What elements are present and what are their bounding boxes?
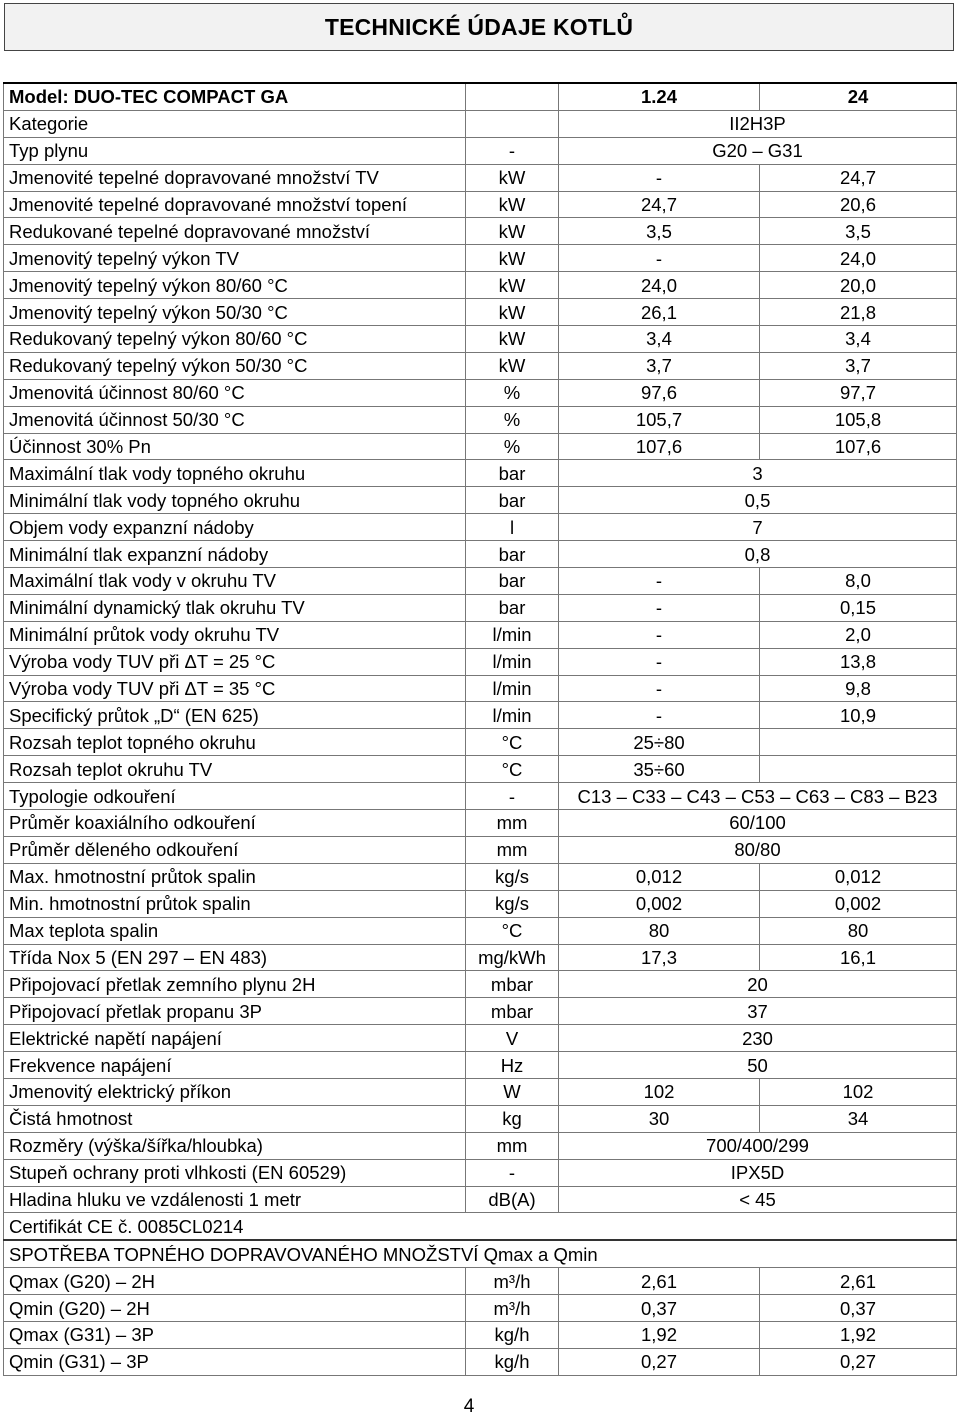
parameter-name: Redukované tepelné dopravované množství — [4, 218, 466, 245]
row-full-text: Certifikát CE č. 0085CL0214 — [4, 1213, 957, 1240]
parameter-name: Jmenovitá účinnost 80/60 °C — [4, 379, 466, 406]
parameter-name: Redukovaný tepelný výkon 50/30 °C — [4, 352, 466, 379]
technical-data-table — [3, 82, 957, 1376]
table-row — [4, 1052, 957, 1079]
table-row — [4, 1213, 957, 1240]
value-model-24 — [760, 756, 957, 783]
page-number: 4 — [463, 1396, 475, 1417]
value-model-24: 24,0 — [760, 245, 957, 272]
table-row — [4, 1105, 957, 1132]
parameter-unit: l/min — [466, 621, 559, 648]
parameter-name: Minimální tlak vody topného okruhu — [4, 487, 466, 514]
value-model-1-24: 3,5 — [559, 218, 760, 245]
parameter-name: Maximální tlak vody v okruhu TV — [4, 568, 466, 595]
parameter-name: Qmin (G20) – 2H — [4, 1295, 466, 1322]
value-model-24: 2,61 — [760, 1268, 957, 1295]
parameter-name: Výroba vody TUV při ΔT = 25 °C — [4, 648, 466, 675]
parameter-name: Hladina hluku ve vzdálenosti 1 metr — [4, 1186, 466, 1213]
table-row — [4, 810, 957, 837]
table-row — [4, 164, 957, 191]
parameter-name: Qmax (G31) – 3P — [4, 1321, 466, 1348]
parameter-unit: bar — [466, 487, 559, 514]
page-title: TECHNICKÉ ÚDAJE KOTLŮ — [324, 13, 634, 40]
parameter-unit: °C — [466, 756, 559, 783]
value-model-1-24: 3,4 — [559, 326, 760, 353]
parameter-name: Qmax (G20) – 2H — [4, 1268, 466, 1295]
value-shared: 80/80 — [559, 836, 957, 863]
value-model-1-24: - — [559, 621, 760, 648]
parameter-unit: m³/h — [466, 1268, 559, 1295]
table-row — [4, 514, 957, 541]
value-model-24: 9,8 — [760, 675, 957, 702]
value-shared: 20 — [559, 971, 957, 998]
value-model-1-24: - — [559, 245, 760, 272]
parameter-name: Průměr děleného odkouření — [4, 836, 466, 863]
parameter-name: Jmenovitý elektrický příkon — [4, 1078, 466, 1105]
parameter-unit: kW — [466, 245, 559, 272]
value-shared: G20 – G31 — [559, 137, 957, 164]
table-row — [4, 1348, 957, 1375]
value-model-24: 16,1 — [760, 944, 957, 971]
value-model-24: 105,8 — [760, 406, 957, 433]
parameter-unit: mm — [466, 1132, 559, 1159]
table-row — [4, 406, 957, 433]
table-row — [4, 299, 957, 326]
table-row — [4, 863, 957, 890]
table-row — [4, 756, 957, 783]
parameter-unit: bar — [466, 594, 559, 621]
technical-data-table-body — [4, 83, 957, 1375]
value-model-24: 107,6 — [760, 433, 957, 460]
parameter-unit: mbar — [466, 971, 559, 998]
parameter-name: Max. hmotnostní průtok spalin — [4, 863, 466, 890]
parameter-name: Rozsah teplot okruhu TV — [4, 756, 466, 783]
value-model-24: 20,0 — [760, 272, 957, 299]
table-row — [4, 245, 957, 272]
value-model-24: 0,37 — [760, 1295, 957, 1322]
table-row — [4, 1321, 957, 1348]
value-model-24: 20,6 — [760, 191, 957, 218]
value-model-24: 1,92 — [760, 1321, 957, 1348]
value-shared: II2H3P — [559, 110, 957, 137]
value-shared: < 45 — [559, 1186, 957, 1213]
value-model-24: 8,0 — [760, 568, 957, 595]
value-model-1-24: 107,6 — [559, 433, 760, 460]
value-shared: 37 — [559, 998, 957, 1025]
value-model-1-24: 0,37 — [559, 1295, 760, 1322]
value-model-24: 0,27 — [760, 1348, 957, 1375]
parameter-name: Jmenovitá účinnost 50/30 °C — [4, 406, 466, 433]
value-model-24: 10,9 — [760, 702, 957, 729]
value-shared: 230 — [559, 1025, 957, 1052]
table-row — [4, 1186, 957, 1213]
parameter-name: Kategorie — [4, 110, 466, 137]
parameter-name: Elektrické napětí napájení — [4, 1025, 466, 1052]
parameter-name: Qmin (G31) – 3P — [4, 1348, 466, 1375]
parameter-unit: kg — [466, 1105, 559, 1132]
parameter-name: Jmenovitý tepelný výkon TV — [4, 245, 466, 272]
value-model-24 — [760, 729, 957, 756]
parameter-unit: l/min — [466, 648, 559, 675]
parameter-unit: % — [466, 433, 559, 460]
table-row — [4, 1268, 957, 1295]
value-model-24: 2,0 — [760, 621, 957, 648]
table-row — [4, 1025, 957, 1052]
value-model-24: 102 — [760, 1078, 957, 1105]
value-shared: C13 – C33 – C43 – C53 – C63 – C83 – B23 — [559, 783, 957, 810]
table-row — [4, 218, 957, 245]
value-model-1-24: 0,002 — [559, 890, 760, 917]
value-model-24: 80 — [760, 917, 957, 944]
table-row — [4, 971, 957, 998]
value-model-24: 0,002 — [760, 890, 957, 917]
value-model-1-24: 97,6 — [559, 379, 760, 406]
table-row — [4, 568, 957, 595]
value-model-24: 3,4 — [760, 326, 957, 353]
table-row — [4, 379, 957, 406]
parameter-unit: kW — [466, 218, 559, 245]
parameter-unit: V — [466, 1025, 559, 1052]
table-row — [4, 783, 957, 810]
table-row — [4, 675, 957, 702]
value-shared: 3 — [559, 460, 957, 487]
parameter-unit: l/min — [466, 675, 559, 702]
parameter-name: Rozměry (výška/šířka/hloubka) — [4, 1132, 466, 1159]
parameter-unit: dB(A) — [466, 1186, 559, 1213]
parameter-unit: mg/kWh — [466, 944, 559, 971]
table-row — [4, 702, 957, 729]
value-shared: 700/400/299 — [559, 1132, 957, 1159]
parameter-unit: kg/s — [466, 863, 559, 890]
table-row — [4, 272, 957, 299]
value-model-1-24: 3,7 — [559, 352, 760, 379]
table-row — [4, 648, 957, 675]
value-model-1-24: - — [559, 648, 760, 675]
table-row — [4, 1132, 957, 1159]
parameter-unit: l — [466, 514, 559, 541]
parameter-unit: bar — [466, 541, 559, 568]
table-row — [4, 1159, 957, 1186]
value-model-24: 0,012 — [760, 863, 957, 890]
table-row — [4, 998, 957, 1025]
table-row — [4, 1078, 957, 1105]
value-shared: 60/100 — [559, 810, 957, 837]
table-row — [4, 541, 957, 568]
value-model-1-24: 0,012 — [559, 863, 760, 890]
parameter-name: Výroba vody TUV při ΔT = 35 °C — [4, 675, 466, 702]
value-model-24: 3,5 — [760, 218, 957, 245]
value-model-1-24: 105,7 — [559, 406, 760, 433]
table-row — [4, 137, 957, 164]
parameter-unit: bar — [466, 568, 559, 595]
parameter-unit: kW — [466, 164, 559, 191]
parameter-unit: kW — [466, 326, 559, 353]
parameter-name: Frekvence napájení — [4, 1052, 466, 1079]
parameter-unit: °C — [466, 729, 559, 756]
parameter-unit — [466, 110, 559, 137]
table-row — [4, 729, 957, 756]
parameter-name: Účinnost 30% Pn — [4, 433, 466, 460]
value-model-1-24: 24,0 — [559, 272, 760, 299]
parameter-unit: mm — [466, 836, 559, 863]
value-model-1-24: 24,7 — [559, 191, 760, 218]
value-model-1-24: - — [559, 594, 760, 621]
parameter-unit: bar — [466, 460, 559, 487]
parameter-name: Jmenovitý tepelný výkon 80/60 °C — [4, 272, 466, 299]
parameter-unit: kW — [466, 272, 559, 299]
table-row — [4, 1240, 957, 1267]
value-model-1-24: 1,92 — [559, 1321, 760, 1348]
value-model-1-24: 26,1 — [559, 299, 760, 326]
value-model-1-24: 35÷60 — [559, 756, 760, 783]
value-model-24: 34 — [760, 1105, 957, 1132]
parameter-name: Jmenovitý tepelný výkon 50/30 °C — [4, 299, 466, 326]
parameter-unit: - — [466, 1159, 559, 1186]
parameter-name: Max teplota spalin — [4, 917, 466, 944]
parameter-name: Typ plynu — [4, 137, 466, 164]
value-model-24: 21,8 — [760, 299, 957, 326]
parameter-name: Průměr koaxiálního odkouření — [4, 810, 466, 837]
parameter-unit: W — [466, 1078, 559, 1105]
parameter-name: Třída Nox 5 (EN 297 – EN 483) — [4, 944, 466, 971]
value-model-1-24: 2,61 — [559, 1268, 760, 1295]
parameter-unit — [466, 83, 559, 110]
value-model-1-24: - — [559, 568, 760, 595]
value-shared: 7 — [559, 514, 957, 541]
table-row — [4, 944, 957, 971]
parameter-name: Maximální tlak vody topného okruhu — [4, 460, 466, 487]
value-model-1-24: 0,27 — [559, 1348, 760, 1375]
table-row — [4, 487, 957, 514]
parameter-unit: mm — [466, 810, 559, 837]
value-model-24: 24,7 — [760, 164, 957, 191]
value-model-24: 13,8 — [760, 648, 957, 675]
table-row — [4, 1295, 957, 1322]
table-row — [4, 594, 957, 621]
table-row — [4, 433, 957, 460]
value-model-1-24: 102 — [559, 1078, 760, 1105]
parameter-name: Stupeň ochrany proti vlhkosti (EN 60529) — [4, 1159, 466, 1186]
parameter-unit: mbar — [466, 998, 559, 1025]
parameter-name: Čistá hmotnost — [4, 1105, 466, 1132]
parameter-unit: % — [466, 379, 559, 406]
table-row — [4, 917, 957, 944]
table-row — [4, 621, 957, 648]
value-model-1-24: - — [559, 702, 760, 729]
parameter-unit: kg/s — [466, 890, 559, 917]
table-row — [4, 836, 957, 863]
value-shared: 0,8 — [559, 541, 957, 568]
value-model-1-24: 17,3 — [559, 944, 760, 971]
value-shared: IPX5D — [559, 1159, 957, 1186]
parameter-unit: kW — [466, 191, 559, 218]
table-row — [4, 83, 957, 110]
parameter-unit: kg/h — [466, 1321, 559, 1348]
parameter-unit: kW — [466, 299, 559, 326]
parameter-unit: °C — [466, 917, 559, 944]
parameter-name: Jmenovité tepelné dopravované množství TV — [4, 164, 466, 191]
value-model-24: 0,15 — [760, 594, 957, 621]
parameter-unit: - — [466, 783, 559, 810]
parameter-name: Typologie odkouření — [4, 783, 466, 810]
parameter-unit: % — [466, 406, 559, 433]
parameter-name: Objem vody expanzní nádoby — [4, 514, 466, 541]
value-shared: 0,5 — [559, 487, 957, 514]
table-row — [4, 352, 957, 379]
parameter-unit: - — [466, 137, 559, 164]
value-model-24: 3,7 — [760, 352, 957, 379]
parameter-unit: m³/h — [466, 1295, 559, 1322]
parameter-name: Min. hmotnostní průtok spalin — [4, 890, 466, 917]
parameter-name: Model: DUO-TEC COMPACT GA — [4, 83, 466, 110]
parameter-unit: kW — [466, 352, 559, 379]
parameter-name: Minimální tlak expanzní nádoby — [4, 541, 466, 568]
value-model-24: 24 — [760, 83, 957, 110]
parameter-name: Specifický průtok „D“ (EN 625) — [4, 702, 466, 729]
parameter-name: Redukovaný tepelný výkon 80/60 °C — [4, 326, 466, 353]
value-model-1-24: - — [559, 675, 760, 702]
value-model-1-24: 25÷80 — [559, 729, 760, 756]
value-model-24: 97,7 — [760, 379, 957, 406]
parameter-unit: l/min — [466, 702, 559, 729]
parameter-unit: Hz — [466, 1052, 559, 1079]
table-row — [4, 890, 957, 917]
page-title-box — [4, 3, 954, 51]
value-model-1-24: 1.24 — [559, 83, 760, 110]
parameter-unit: kg/h — [466, 1348, 559, 1375]
value-model-1-24: 30 — [559, 1105, 760, 1132]
table-row — [4, 110, 957, 137]
parameter-name: Rozsah teplot topného okruhu — [4, 729, 466, 756]
value-model-1-24: 80 — [559, 917, 760, 944]
table-row — [4, 326, 957, 353]
parameter-name: Minimální dynamický tlak okruhu TV — [4, 594, 466, 621]
parameter-name: Připojovací přetlak propanu 3P — [4, 998, 466, 1025]
row-full-text: SPOTŘEBA TOPNÉHO DOPRAVOVANÉHO MNOŽSTVÍ Qmax a Qmin — [4, 1240, 957, 1267]
value-shared: 50 — [559, 1052, 957, 1079]
table-row — [4, 460, 957, 487]
parameter-name: Připojovací přetlak zemního plynu 2H — [4, 971, 466, 998]
value-model-1-24: - — [559, 164, 760, 191]
parameter-name: Jmenovité tepelné dopravované množství topení — [4, 191, 466, 218]
table-row — [4, 191, 957, 218]
parameter-name: Minimální průtok vody okruhu TV — [4, 621, 466, 648]
